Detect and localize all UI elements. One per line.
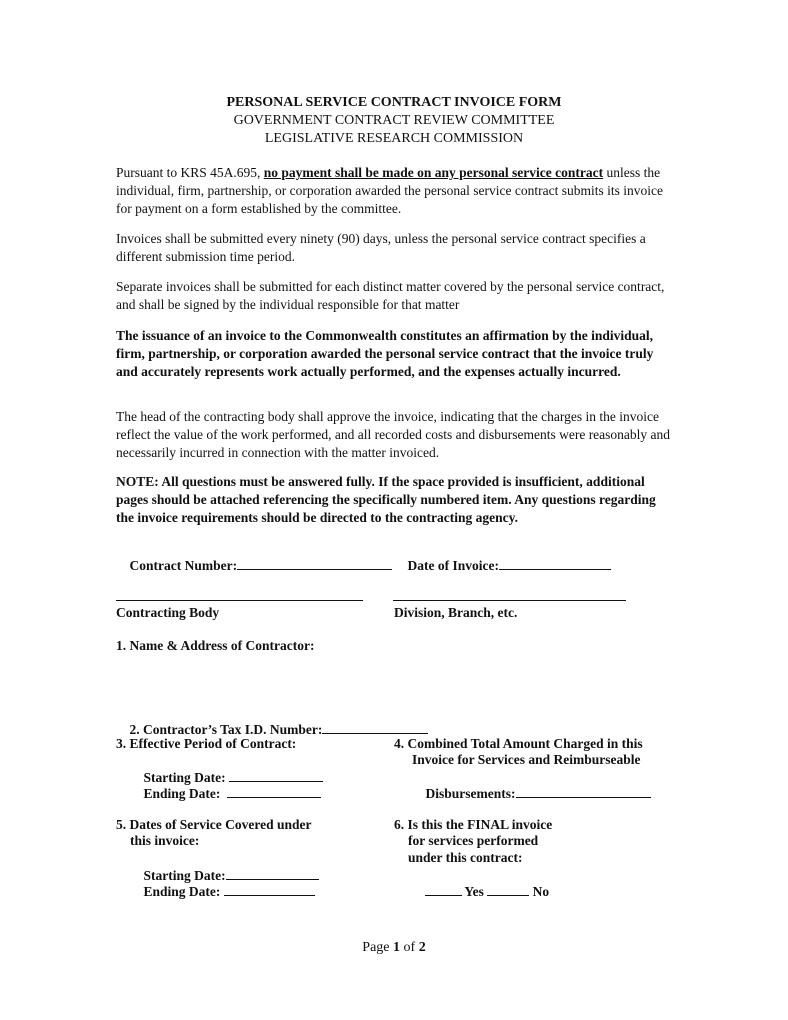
service-dates-line2: this invoice: bbox=[130, 833, 200, 848]
disbursements-label: Disbursements: bbox=[425, 786, 516, 801]
total-amount-line2: Invoice for Services and Reimburseable bbox=[412, 752, 641, 767]
contract-end-blank[interactable] bbox=[227, 784, 321, 798]
separate-invoices-paragraph: Separate invoices shall be submitted for each distinct matter covered by the personal service contract, and shall be signed by the individual responsible for that matter bbox=[116, 279, 665, 312]
committee-name: GOVERNMENT CONTRACT REVIEW COMMITTEE bbox=[233, 113, 555, 128]
note-paragraph: NOTE: All questions must be answered fully. If the space provided is insufficient, additional pages should be attached referencing the specifically numbered item. Any questions regarding the invoice requirements should be directed to the contracting agency. bbox=[116, 474, 656, 525]
contracting-body-label: Contracting Body bbox=[116, 605, 220, 620]
approval-paragraph: The head of the contracting body shall approve the invoice, indicating that the charges in the invoice reflect the value of the work performed, and all recorded costs and disbursements were reasonably and necessarily incurred in connection with the matter invoiced. bbox=[116, 409, 671, 460]
yes-label: Yes bbox=[464, 884, 484, 899]
page-footer bbox=[0, 940, 788, 956]
service-start-label: Starting Date: bbox=[143, 868, 226, 883]
total-amount-line1: 4. Combined Total Amount Charged in this bbox=[394, 736, 643, 751]
contract-end-field[interactable] bbox=[130, 767, 321, 819]
intro-post: unless the individual, firm, partnership, or corporation awarded the personal service contract submits its invoice for payment on a form established by the committee. bbox=[116, 165, 663, 216]
page-number: 1 bbox=[393, 940, 401, 955]
date-of-invoice-field[interactable] bbox=[394, 539, 611, 591]
intro-pre: Pursuant to KRS 45A.695, bbox=[116, 165, 264, 180]
contract-number-label: Contract Number: bbox=[129, 558, 238, 573]
intro-paragraph bbox=[116, 164, 676, 218]
no-label: No bbox=[532, 884, 550, 899]
contract-number-field[interactable] bbox=[116, 539, 392, 591]
final-invoice-line1: 6. Is this the FINAL invoice bbox=[394, 817, 553, 832]
final-invoice-line2: for services performed bbox=[408, 833, 539, 848]
contractor-name-address-label: 1. Name & Address of Contractor: bbox=[116, 638, 315, 653]
contracting-body-line[interactable] bbox=[116, 600, 363, 601]
no-blank[interactable] bbox=[487, 882, 529, 896]
commission-name: LEGISLATIVE RESEARCH COMMISSION bbox=[264, 131, 524, 146]
page-label: Page bbox=[362, 940, 394, 955]
contract-number-blank[interactable] bbox=[237, 556, 392, 570]
form-title: PERSONAL SERVICE CONTRACT INVOICE FORM bbox=[226, 95, 562, 110]
date-of-invoice-label: Date of Invoice: bbox=[407, 558, 499, 573]
page-total: 2 bbox=[418, 940, 426, 955]
service-dates-line1: 5. Dates of Service Covered under bbox=[116, 817, 312, 832]
contract-end-label: Ending Date: bbox=[143, 786, 221, 801]
tax-id-label: 2. Contractor’s Tax I.D. Number: bbox=[129, 722, 323, 737]
service-end-field[interactable] bbox=[130, 865, 315, 917]
submission-paragraph: Invoices shall be submitted every ninety (90) days, unless the personal service contract specifies a different submission time period. bbox=[116, 231, 646, 264]
effective-period-label: 3. Effective Period of Contract: bbox=[116, 736, 297, 751]
division-line[interactable] bbox=[393, 600, 626, 601]
intro-emphasis: no payment shall be made on any personal service contract bbox=[263, 165, 604, 180]
form-header bbox=[0, 94, 788, 148]
final-invoice-answer bbox=[411, 865, 549, 917]
service-end-label: Ending Date: bbox=[143, 884, 221, 899]
affirmation-paragraph: The issuance of an invoice to the Commonwealth constitutes an affirmation by the individual, firm, partnership, or corporation awarded the personal service contract that the invoice truly and accurately represents work actually performed, and the expenses actually incurred. bbox=[116, 328, 654, 379]
tax-id-blank[interactable] bbox=[322, 720, 428, 734]
contract-start-label: Starting Date: bbox=[143, 770, 226, 785]
date-of-invoice-blank[interactable] bbox=[499, 556, 611, 570]
of-label: of bbox=[400, 940, 419, 955]
final-invoice-line3: under this contract: bbox=[408, 850, 523, 865]
service-end-blank[interactable] bbox=[224, 882, 315, 896]
yes-blank[interactable] bbox=[425, 882, 462, 896]
division-label: Division, Branch, etc. bbox=[394, 605, 518, 620]
disbursements-field[interactable] bbox=[412, 767, 651, 819]
disbursements-blank[interactable] bbox=[516, 784, 651, 798]
